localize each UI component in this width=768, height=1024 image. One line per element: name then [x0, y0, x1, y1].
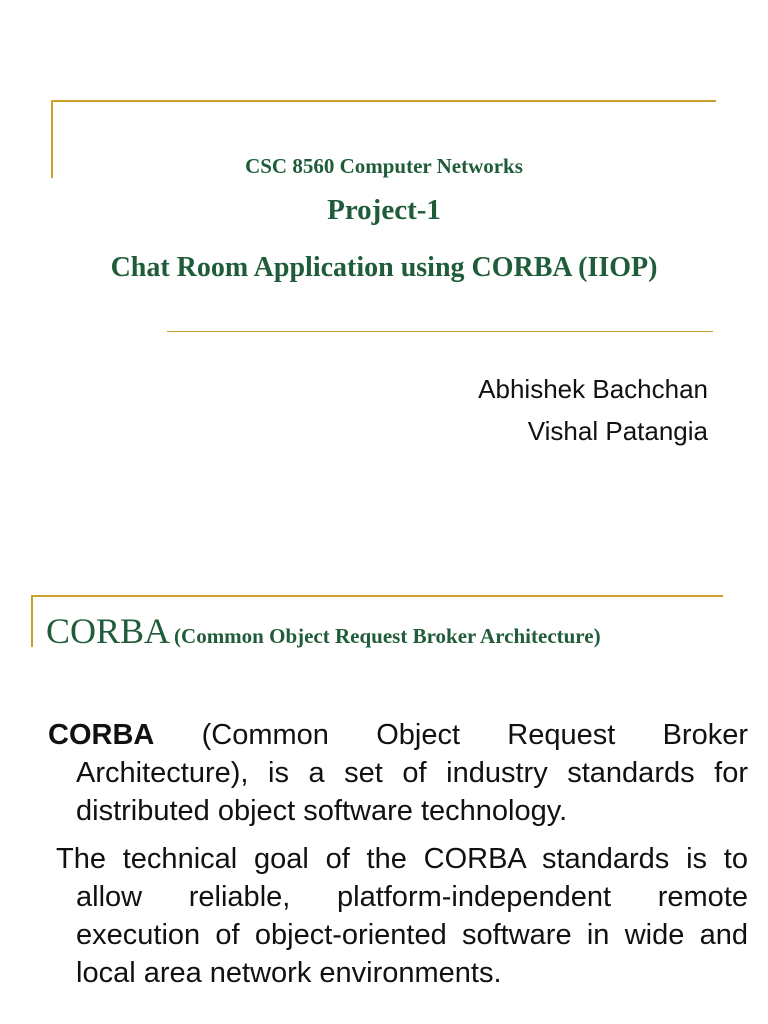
author-name: Vishal Patangia — [527, 416, 708, 446]
paragraph — [48, 716, 748, 830]
paragraph-lead: CORBA — [48, 719, 155, 751]
paragraph — [48, 840, 748, 992]
top-accent-line — [31, 595, 723, 597]
top-accent-line — [51, 100, 716, 102]
paragraph-text: (Common Object Request Broker Architecture), is a set of industry standards for distributed object software technology. — [76, 719, 748, 827]
course-title: CSC 8560 Computer Networks — [245, 154, 523, 178]
subtitle-divider — [167, 331, 713, 332]
presentation-title: Chat Room Application using CORBA (IIOP) — [110, 252, 658, 283]
heading-main: CORBA — [46, 611, 171, 651]
heading-sub: (Common Object Request Broker Architecture) — [174, 624, 601, 648]
left-accent-bar — [31, 595, 33, 647]
content-slide — [0, 560, 768, 1024]
slide-heading — [46, 610, 601, 652]
author-name: Abhishek Bachchan — [478, 374, 708, 404]
project-title: Project-1 — [327, 194, 441, 226]
paragraph-text: The technical goal of the CORBA standards is to allow reliable, platform-independent remote execution of object-oriented software in wide and local area network environments. — [56, 843, 748, 989]
